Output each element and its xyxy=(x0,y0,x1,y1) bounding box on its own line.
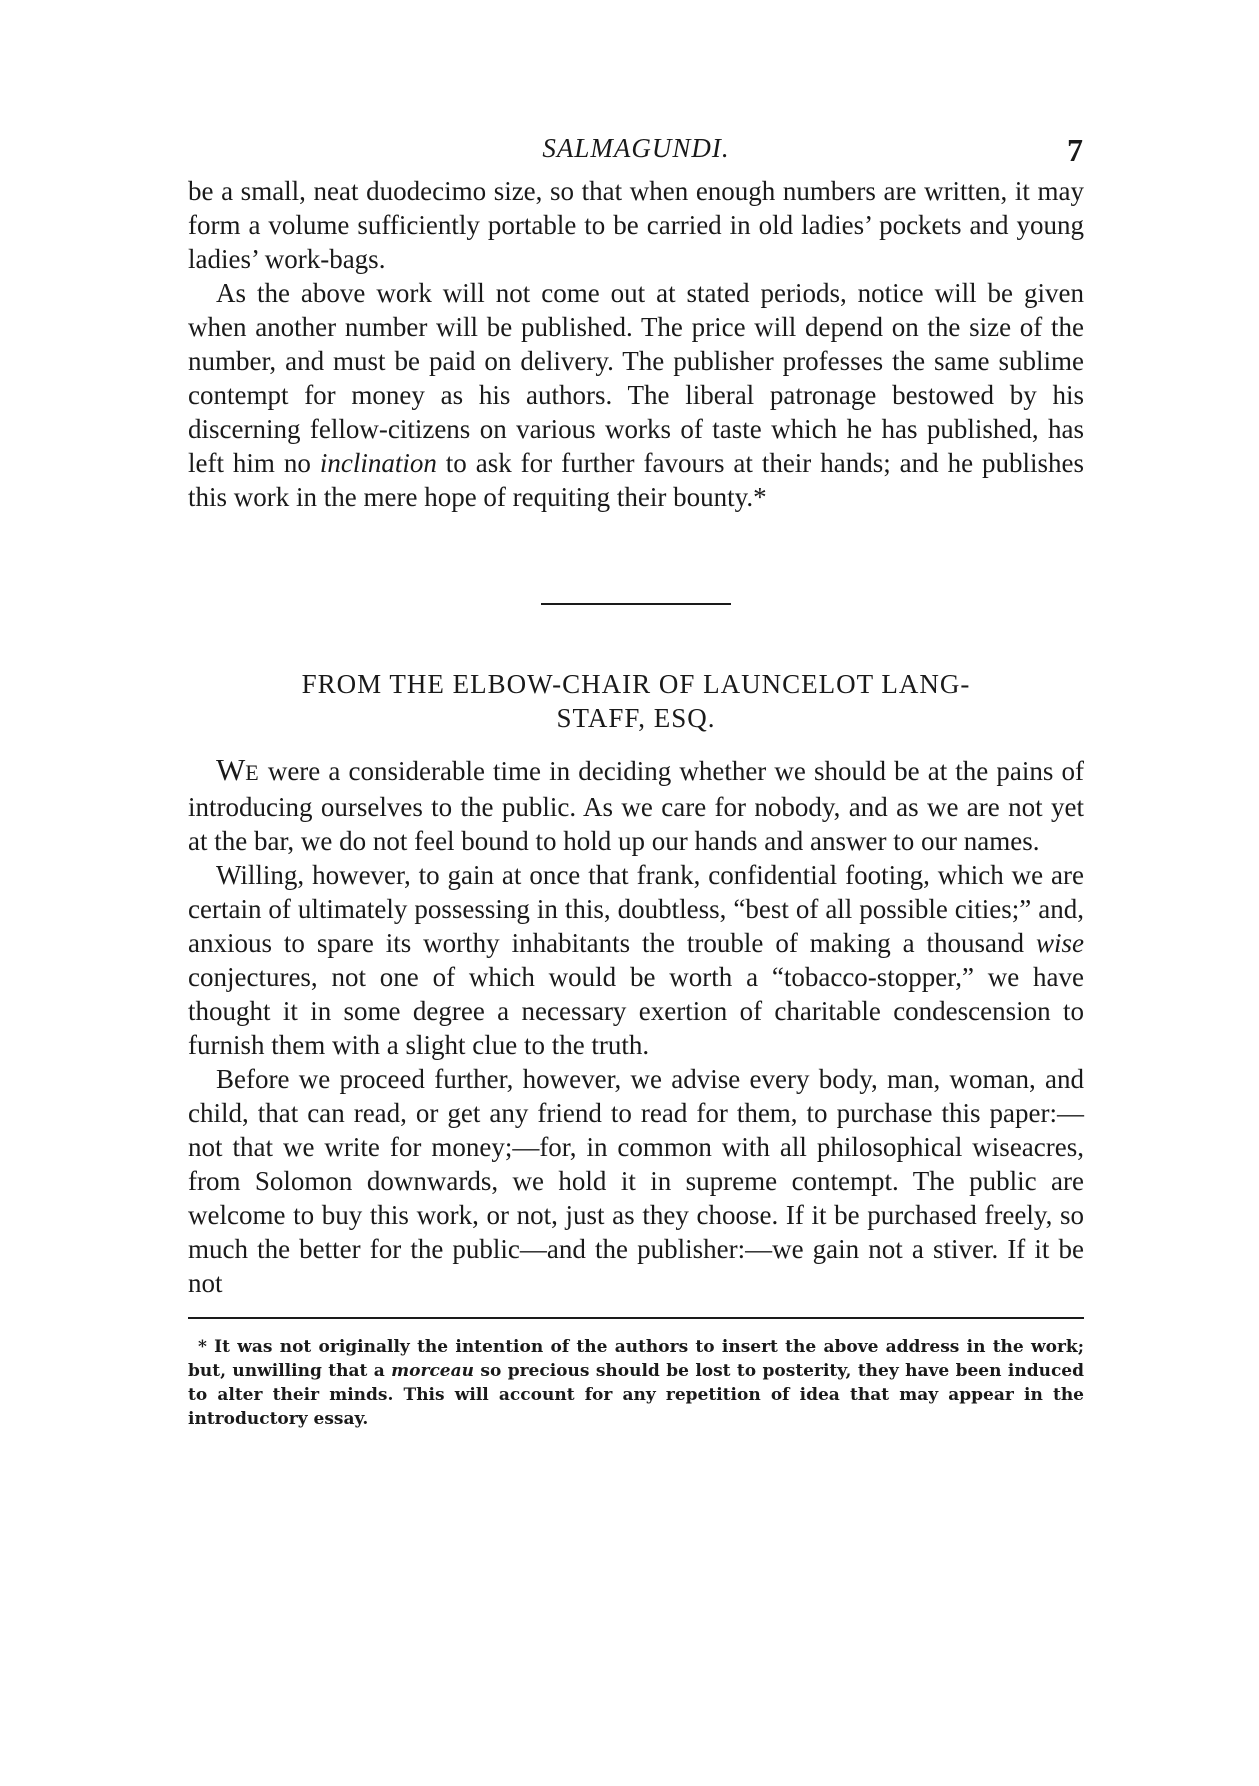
italic-wise: wise xyxy=(1035,928,1084,958)
page-number: 7 xyxy=(1067,132,1084,168)
section-text xyxy=(188,753,1084,1300)
section-heading xyxy=(188,667,1084,735)
drop-cap: W xyxy=(216,752,246,787)
book-page xyxy=(188,128,1084,1431)
italic-inclination: inclination xyxy=(319,448,437,478)
footnote-text: * It was not originally the intention of the authors to insert the above address in the work; but, unwilling that a morceau so precious should be lost to posterity, they have been induced to alter their minds. This will account for any repetition of idea that may appear in the introductory essay. xyxy=(188,1337,1084,1429)
section-heading-line-2: STAFF, ESQ. xyxy=(556,703,716,733)
footnote xyxy=(188,1335,1084,1431)
running-title: SALMAGUNDI. xyxy=(542,133,730,163)
intro-paragraph-2: As the above work will not come out at stated periods, notice will be given when another number will be published. The price will depend on the size of the number, and must be paid on delivery. The publisher professes the same sublime contempt for money as his authors. The liberal patronage bestowed by his discerning fellow-citizens on various works of taste which he has published, has left him no inclination to ask for further favours at their hands; and he publishes this work in the mere hope of requiting their bounty.* xyxy=(188,278,1085,512)
section-paragraph-2: Willing, however, to gain at once that frank, confidential footing, which we are certain of ultimately possessing in this, doubtless, “best of all possible cities;” and, anxious to spare its worthy inhabitants the trouble of making a thousand wise conjectures, not one of which would be worth a “tobacco-stopper,” we have thought it in some degree a necessary exertion of charitable condescension to furnish them with a slight clue to the truth. xyxy=(188,860,1084,1060)
section-heading-line-1: FROM THE ELBOW-CHAIR OF LAUNCELOT LANG- xyxy=(301,669,971,699)
section-paragraph-3: Before we proceed further, however, we advise every body, man, woman, and child, that can read, or get any friend to read for them, to purchase this paper:—not that we write for money;—for, in common with all philosophical wiseacres, from Solomon downwards, we hold it in supreme contempt. The public are welcome to buy this work, or not, just as they choose. If it be purchased freely, so much the better for the public—and the publisher:—we gain not a stiver. If it be not xyxy=(188,1064,1084,1298)
intro-text xyxy=(188,174,1084,514)
italic-morceau: morceau xyxy=(391,1361,474,1381)
running-head xyxy=(188,128,1084,174)
footnote-rule xyxy=(188,1317,1084,1319)
section-paragraph-1: WE were a considerable time in deciding whether we should be at the pains of introducing ourselves to the public. As we care for nobody, and as we are not yet at the bar, we do not feel bound to hold up our hands and answer to our names. xyxy=(188,752,1084,856)
intro-paragraph-1: be a small, neat duodecimo size, so that when enough numbers are written, it may form a volume sufficiently portable to be carried in old ladies’ pockets and young ladies’ work-bags. xyxy=(188,176,1084,274)
section-divider xyxy=(541,603,731,605)
